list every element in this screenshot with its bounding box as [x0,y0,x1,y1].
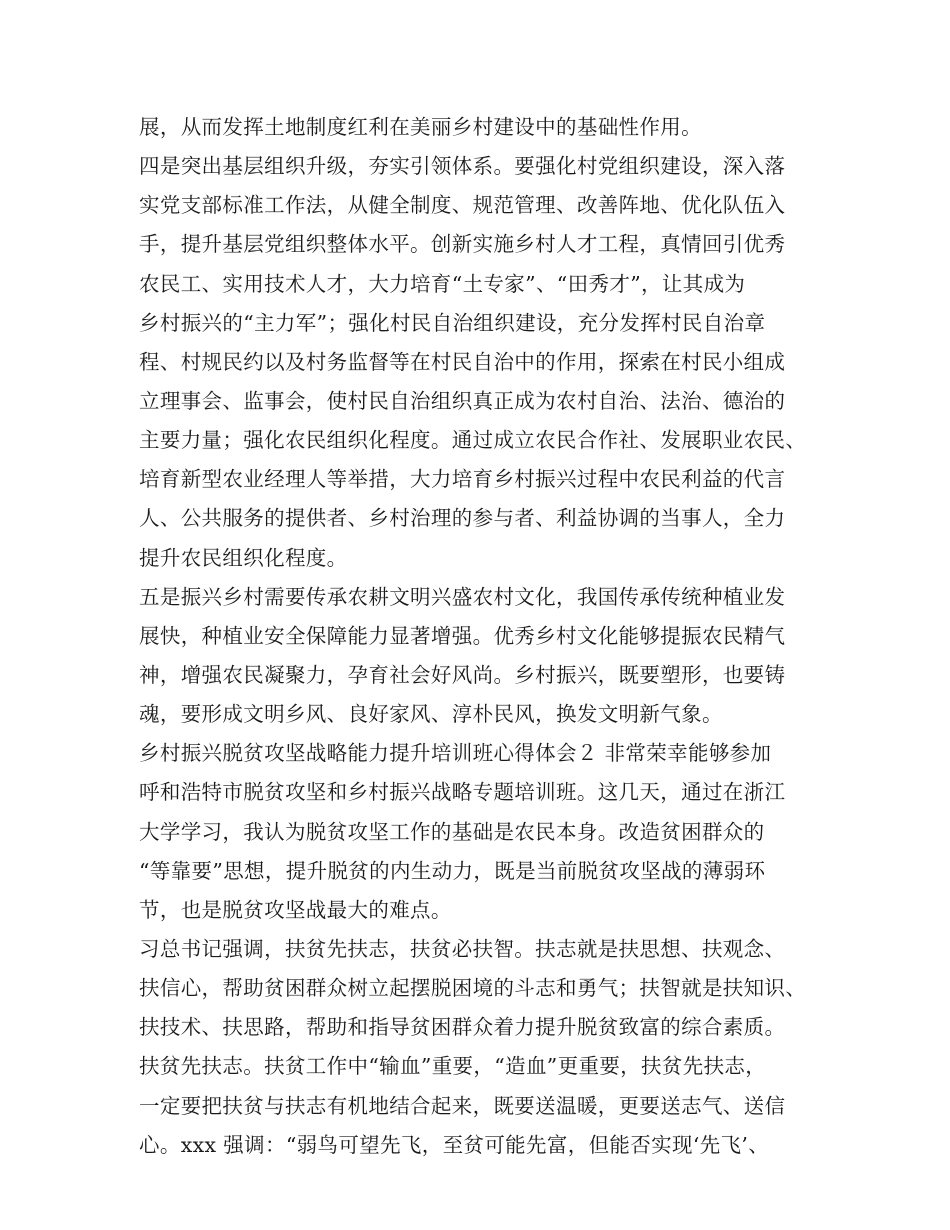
text-line: 节，也是脱贫攻坚战最大的难点。 [139,897,452,922]
text-line: 乡村振兴的“主力军”；强化村民自治组织建设，充分发挥村民自治章 [139,310,766,335]
text-line: 扶信心，帮助贫困群众树立起摆脱困境的斗志和勇气；扶智就是扶知识、 [139,976,807,1001]
text-line: 呼和浩特市脱贫攻坚和乡村振兴战略专题培训班。这几天，通过在浙江 [139,780,786,805]
document-body [139,108,819,1165]
text-line: 魂，要形成文明乡风、良好家风、淳朴民风，换发文明新气象。 [139,702,723,727]
text-line: 程、村规民约以及村务监督等在村民自治中的作用，探索在村民小组成 [139,349,786,374]
text-line: 立理事会、监事会，使村民自治组织真正成为农村自治、法治、德治的 [139,388,786,413]
text-line: 四是突出基层组织升级，夯实引领体系。要强化村党组织建设，深入落 [139,154,786,179]
text-line: 主要力量；强化农民组织化程度。通过成立农民合作社、发展职业农民、 [139,428,807,453]
text-line: 一定要把扶贫与扶志有机地结合起来，既要送温暖，更要送志气、送信 [139,1093,786,1118]
text-line: 人、公共服务的提供者、乡村治理的参与者、利益协调的当事人，全力 [139,506,786,531]
text-line: 神，增强农民凝聚力，孕育社会好风尚。乡村振兴，既要塑形，也要铸 [139,662,786,687]
text-line: “等靠要”思想，提升脱贫的内生动力，既是当前脱贫攻坚战的薄弱环 [139,858,766,883]
text-line: 手，提升基层党组织整体水平。创新实施乡村人才工程，真情回引优秀 [139,232,786,257]
text-line: 扶贫先扶志。扶贫工作中“输血”重要，“造血”更重要，扶贫先扶志， [139,1054,767,1079]
text-line: 展，从而发挥土地制度红利在美丽乡村建设中的基础性作用。 [139,115,702,139]
text-line: 提升农民组织化程度。 [139,545,348,570]
text-line: 实党支部标准工作法，从健全制度、规范管理、改善阵地、优化队伍入 [139,193,786,218]
text-line: 五是振兴乡村需要传承农耕文明兴盛农村文化，我国传承传统种植业发 [139,584,786,609]
text-line: 乡村振兴脱贫攻坚战略能力提升培训班心得体会２ 非常荣幸能够参加 [139,741,772,766]
text-line: 心。xxx 强调：“弱鸟可望先飞，至贫可能先富，但能否实现‘先飞’、 [139,1132,770,1157]
text-line: 农民工、实用技术人才，大力培育“土专家”、“田秀才”，让其成为 [139,271,746,296]
text-line: 培育新型农业经理人等举措，大力培育乡村振兴过程中农民利益的代言 [139,467,786,492]
text-line: 展快，种植业安全保障能力显著增强。优秀乡村文化能够提振农民精气 [139,623,786,648]
text-line: 扶技术、扶思路，帮助和指导贫困群众着力提升脱贫致富的综合素质。 [139,1015,786,1040]
text-line: 大学学习，我认为脱贫攻坚工作的基础是农民本身。改造贫困群众的 [139,819,765,844]
text-line: 习总书记强调，扶贫先扶志，扶贫必扶智。扶志就是扶思想、扶观念、 [139,936,786,961]
